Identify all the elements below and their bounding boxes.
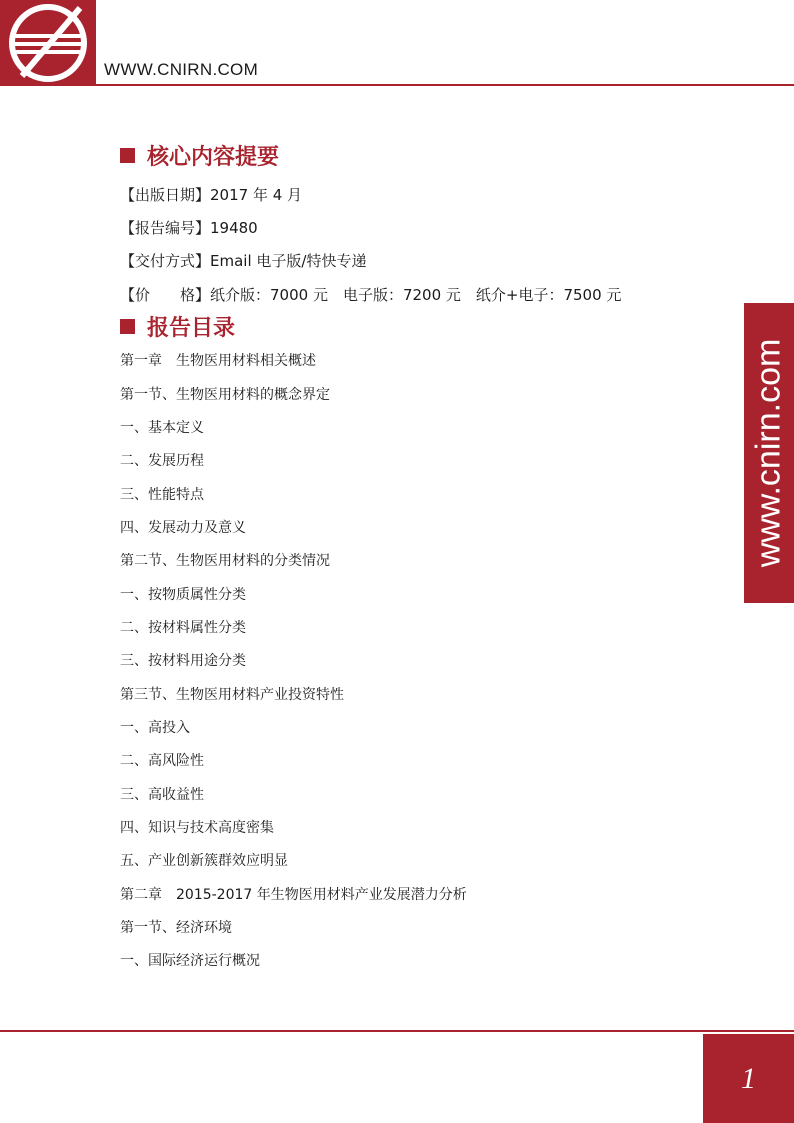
toc-item: 三、高收益性	[120, 787, 204, 803]
summary-heading	[120, 140, 279, 171]
toc-item: 第三节、生物医用材料产业投资特性	[120, 687, 344, 703]
toc-item: 二、高风险性	[120, 753, 204, 769]
footer-divider	[0, 1030, 794, 1032]
summary-heading-text: 核心内容提要	[147, 145, 280, 170]
header-divider	[96, 84, 794, 86]
toc-item: 一、高投入	[120, 720, 190, 736]
page-number: 1	[741, 1062, 756, 1095]
cnirn-logo-icon	[0, 0, 96, 86]
toc-item: 三、按材料用途分类	[120, 653, 246, 669]
logo	[0, 0, 96, 86]
toc-item: 一、按物质属性分类	[120, 587, 246, 603]
toc-item: 第二节、生物医用材料的分类情况	[120, 553, 330, 569]
toc-item: 一、基本定义	[120, 420, 204, 436]
toc-item: 四、发展动力及意义	[120, 520, 246, 536]
toc-item: 第一章 生物医用材料相关概述	[120, 353, 316, 369]
price: 【价 格】纸介版：7000 元 电子版：7200 元 纸介+电子：7500 元	[120, 286, 622, 304]
square-bullet-icon	[120, 319, 135, 334]
square-bullet-icon	[120, 148, 135, 163]
page-number-box	[703, 1034, 794, 1123]
toc-item: 第一节、经济环境	[120, 920, 232, 936]
toc-heading-text: 报告目录	[147, 316, 236, 341]
toc-item: 四、知识与技术高度密集	[120, 820, 274, 836]
delivery-method: 【交付方式】Email 电子版/特快专递	[120, 252, 367, 270]
toc-item: 第一节、生物医用材料的概念界定	[120, 387, 330, 403]
side-tab-url[interactable]: www.cnirn.com	[749, 338, 788, 568]
toc-item: 二、按材料属性分类	[120, 620, 246, 636]
toc-item: 第二章 2015-2017 年生物医用材料产业发展潜力分析	[120, 887, 467, 903]
toc-item: 一、国际经济运行概况	[120, 953, 260, 969]
side-tab	[744, 303, 794, 603]
publish-date: 【出版日期】2017 年 4 月	[120, 186, 303, 204]
report-number: 【报告编号】19480	[120, 219, 258, 237]
toc-item: 五、产业创新簇群效应明显	[120, 853, 288, 869]
toc-item: 三、性能特点	[120, 487, 204, 503]
toc-heading	[120, 311, 235, 342]
site-url[interactable]: WWW.CNIRN.COM	[104, 60, 259, 79]
toc-item: 二、发展历程	[120, 453, 204, 469]
